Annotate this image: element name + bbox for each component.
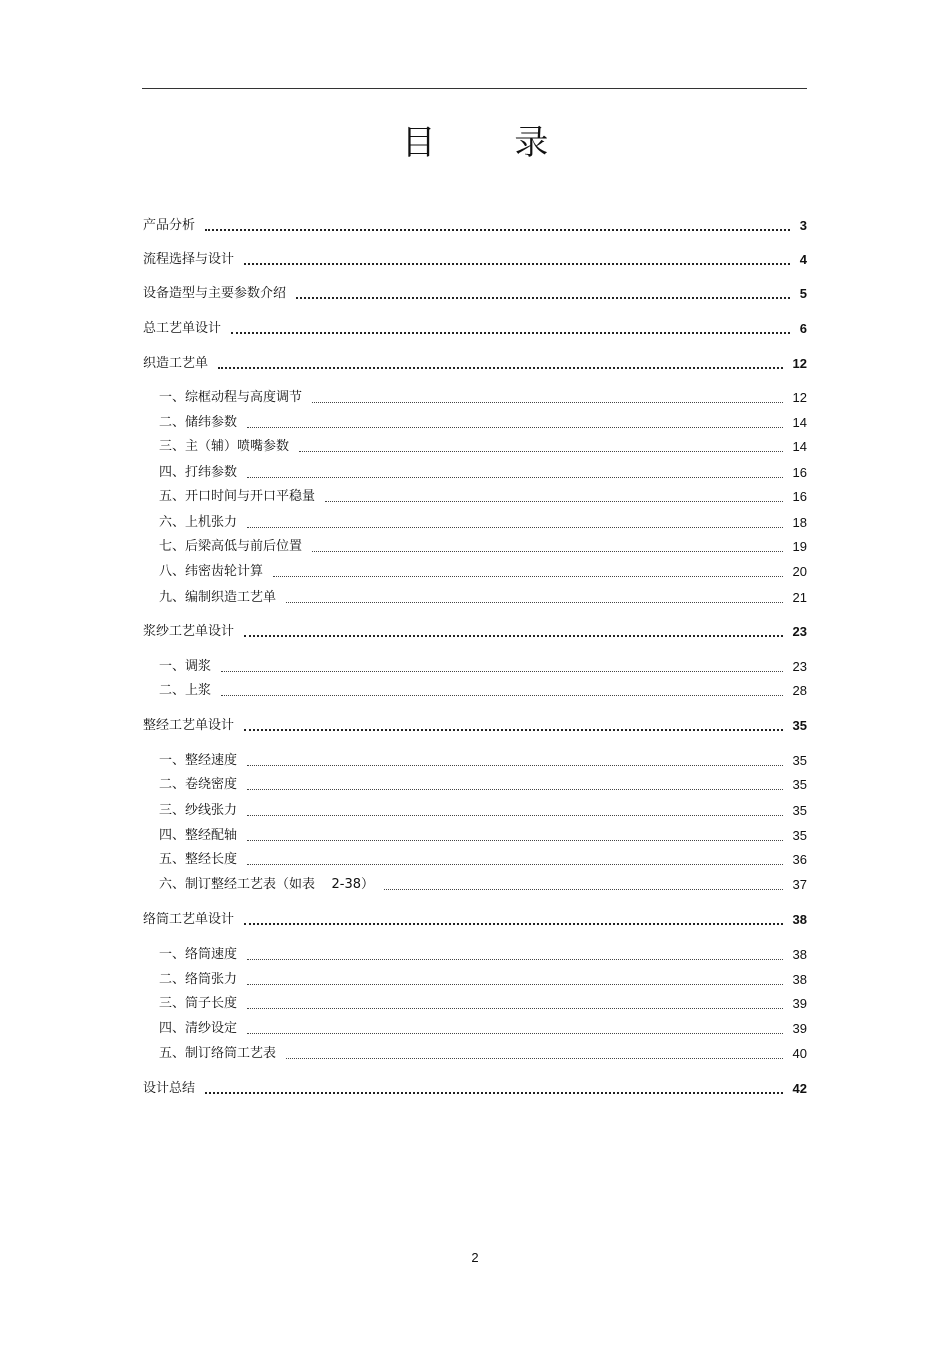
- toc-entry-label: 三、主（辅）喷嘴参数: [159, 439, 290, 454]
- dot-leader: [247, 527, 783, 528]
- toc-entry[interactable]: [159, 513, 807, 533]
- toc-entry-page: 42: [792, 1081, 807, 1096]
- toc-entry-label: 五、制订络筒工艺表: [159, 1046, 277, 1061]
- toc-entry-page: 12: [792, 356, 807, 371]
- toc-entry-label: 浆纱工艺单设计: [143, 624, 235, 639]
- toc-entry-label: 四、打纬参数: [159, 465, 238, 480]
- toc-entry-label: 流程选择与设计: [143, 252, 235, 267]
- dot-leader: [312, 402, 783, 403]
- toc-entry-label: 一、调浆: [159, 659, 212, 674]
- toc-entry[interactable]: [143, 216, 807, 236]
- dot-leader: [244, 923, 783, 925]
- dot-leader: [205, 1092, 783, 1094]
- toc-entry-page: 4: [799, 252, 807, 267]
- toc-entry[interactable]: [159, 751, 807, 771]
- toc-entry[interactable]: [159, 588, 807, 608]
- page-number: 2: [471, 1250, 479, 1265]
- toc-entry-page: 40: [792, 1046, 807, 1061]
- toc-entry-page: 3: [799, 218, 807, 233]
- toc-entry-page: 16: [792, 489, 807, 504]
- toc-entry-label: 六、上机张力: [159, 515, 238, 530]
- toc-entry-page: 16: [792, 465, 807, 480]
- dot-leader: [247, 815, 783, 816]
- dot-leader: [273, 576, 783, 577]
- toc-entry-label: 九、编制织造工艺单: [159, 590, 277, 605]
- toc-entry-page: 39: [792, 996, 807, 1011]
- toc-entry-label: 一、络筒速度: [159, 947, 238, 962]
- dot-leader: [286, 1058, 783, 1059]
- dot-leader: [244, 263, 790, 265]
- dot-leader: [384, 889, 782, 890]
- toc-entry[interactable]: [159, 681, 807, 701]
- toc-entry-label: 设计总结: [143, 1081, 196, 1096]
- toc-entry-label: 七、后梁高低与前后位置: [159, 539, 303, 554]
- toc-entry-label: 六、制订整经工艺表（如表 2-38）: [159, 877, 375, 892]
- toc-entry-label: 整经工艺单设计: [143, 718, 235, 733]
- toc-entry-label: 三、纱线张力: [159, 803, 238, 818]
- toc-entry[interactable]: [159, 1044, 807, 1064]
- toc-entry-page: 23: [792, 624, 807, 639]
- dot-leader: [296, 297, 790, 299]
- toc-entry-label: 产品分析: [143, 218, 196, 233]
- toc-entry[interactable]: [159, 826, 807, 846]
- toc-entry-page: 38: [792, 912, 807, 927]
- toc-entry[interactable]: [143, 716, 807, 736]
- toc-entry-label: 二、络筒张力: [159, 972, 238, 987]
- toc-entry-page: 6: [799, 321, 807, 336]
- toc-entry[interactable]: [159, 994, 807, 1014]
- toc-entry-page: 39: [792, 1021, 807, 1036]
- toc-entry-page: 35: [792, 777, 807, 792]
- dot-leader: [247, 984, 783, 985]
- header-rule: [142, 88, 807, 89]
- toc-entry-page: 36: [792, 852, 807, 867]
- dot-leader: [247, 765, 783, 766]
- toc-entry[interactable]: [159, 850, 807, 870]
- toc-entry-label: 五、整经长度: [159, 852, 238, 867]
- toc-entry-page: 5: [799, 286, 807, 301]
- dot-leader: [244, 729, 783, 731]
- dot-leader: [247, 1008, 783, 1009]
- toc-entry-page: 20: [792, 564, 807, 579]
- toc-entry-label: 四、清纱设定: [159, 1021, 238, 1036]
- toc-entry[interactable]: [159, 775, 807, 795]
- toc-entry[interactable]: [143, 1079, 807, 1099]
- toc-entry[interactable]: [159, 487, 807, 507]
- toc-entry-label: 织造工艺单: [143, 356, 209, 371]
- toc-entry-page: 28: [792, 683, 807, 698]
- toc-entry-page: 35: [792, 718, 807, 733]
- dot-leader: [221, 671, 783, 672]
- toc-entry[interactable]: [143, 250, 807, 270]
- toc-entry[interactable]: [159, 463, 807, 483]
- toc-entry-page: 14: [792, 439, 807, 454]
- dot-leader: [247, 840, 783, 841]
- toc-entry-label: 设备造型与主要参数介绍: [143, 286, 287, 301]
- dot-leader: [244, 635, 783, 637]
- dot-leader: [247, 427, 783, 428]
- dot-leader: [221, 695, 783, 696]
- toc-entry-page: 35: [792, 753, 807, 768]
- toc-entry-label: 一、综框动程与高度调节: [159, 390, 303, 405]
- toc-entry[interactable]: [143, 354, 807, 374]
- toc-entry-label: 三、筒子长度: [159, 996, 238, 1011]
- toc-entry-page: 23: [792, 659, 807, 674]
- toc-entry[interactable]: [143, 284, 807, 304]
- dot-leader: [247, 864, 783, 865]
- toc-entry[interactable]: [159, 388, 807, 408]
- toc-entry-label: 二、储纬参数: [159, 415, 238, 430]
- toc-entry[interactable]: [159, 1019, 807, 1039]
- toc-entry[interactable]: [159, 875, 807, 895]
- toc-entry-label: 络筒工艺单设计: [143, 912, 235, 927]
- toc-entry-label: 二、上浆: [159, 683, 212, 698]
- dot-leader: [325, 501, 783, 502]
- toc-entry[interactable]: [159, 537, 807, 557]
- dot-leader: [205, 229, 790, 231]
- toc-entry[interactable]: [143, 910, 807, 930]
- toc-entry[interactable]: [159, 437, 807, 457]
- toc-entry[interactable]: [159, 657, 807, 677]
- toc-entry-page: 35: [792, 803, 807, 818]
- dot-leader: [312, 551, 783, 552]
- toc-title: 目 录: [401, 123, 583, 163]
- dot-leader: [231, 332, 790, 334]
- dot-leader: [247, 477, 783, 478]
- toc-entry[interactable]: [159, 801, 807, 821]
- toc-entry-label: 一、整经速度: [159, 753, 238, 768]
- toc-entry-page: 35: [792, 828, 807, 843]
- toc-entry[interactable]: [159, 970, 807, 990]
- toc-entry-page: 18: [792, 515, 807, 530]
- dot-leader: [247, 959, 783, 960]
- toc-entry-page: 14: [792, 415, 807, 430]
- toc-entry-page: 38: [792, 947, 807, 962]
- toc-entry-page: 37: [792, 877, 807, 892]
- toc-entry[interactable]: [159, 562, 807, 582]
- dot-leader: [299, 451, 783, 452]
- toc-entry-label: 四、整经配轴: [159, 828, 238, 843]
- toc-entry-label: 二、卷绕密度: [159, 777, 238, 792]
- toc-entry[interactable]: [159, 945, 807, 965]
- toc-entry[interactable]: [143, 319, 807, 339]
- dot-leader: [247, 789, 783, 790]
- dot-leader: [218, 367, 783, 369]
- toc-entry[interactable]: [159, 413, 807, 433]
- toc-entry-label: 总工艺单设计: [143, 321, 222, 336]
- dot-leader: [247, 1033, 783, 1034]
- dot-leader: [286, 602, 783, 603]
- toc-entry-page: 38: [792, 972, 807, 987]
- toc-entry-label: 五、开口时间与开口平稳量: [159, 489, 316, 504]
- toc-entry[interactable]: [143, 622, 807, 642]
- toc-entry-label: 八、纬密齿轮计算: [159, 564, 264, 579]
- toc-entry-page: 19: [792, 539, 807, 554]
- toc-entry-page: 12: [792, 390, 807, 405]
- toc-entry-page: 21: [792, 590, 807, 605]
